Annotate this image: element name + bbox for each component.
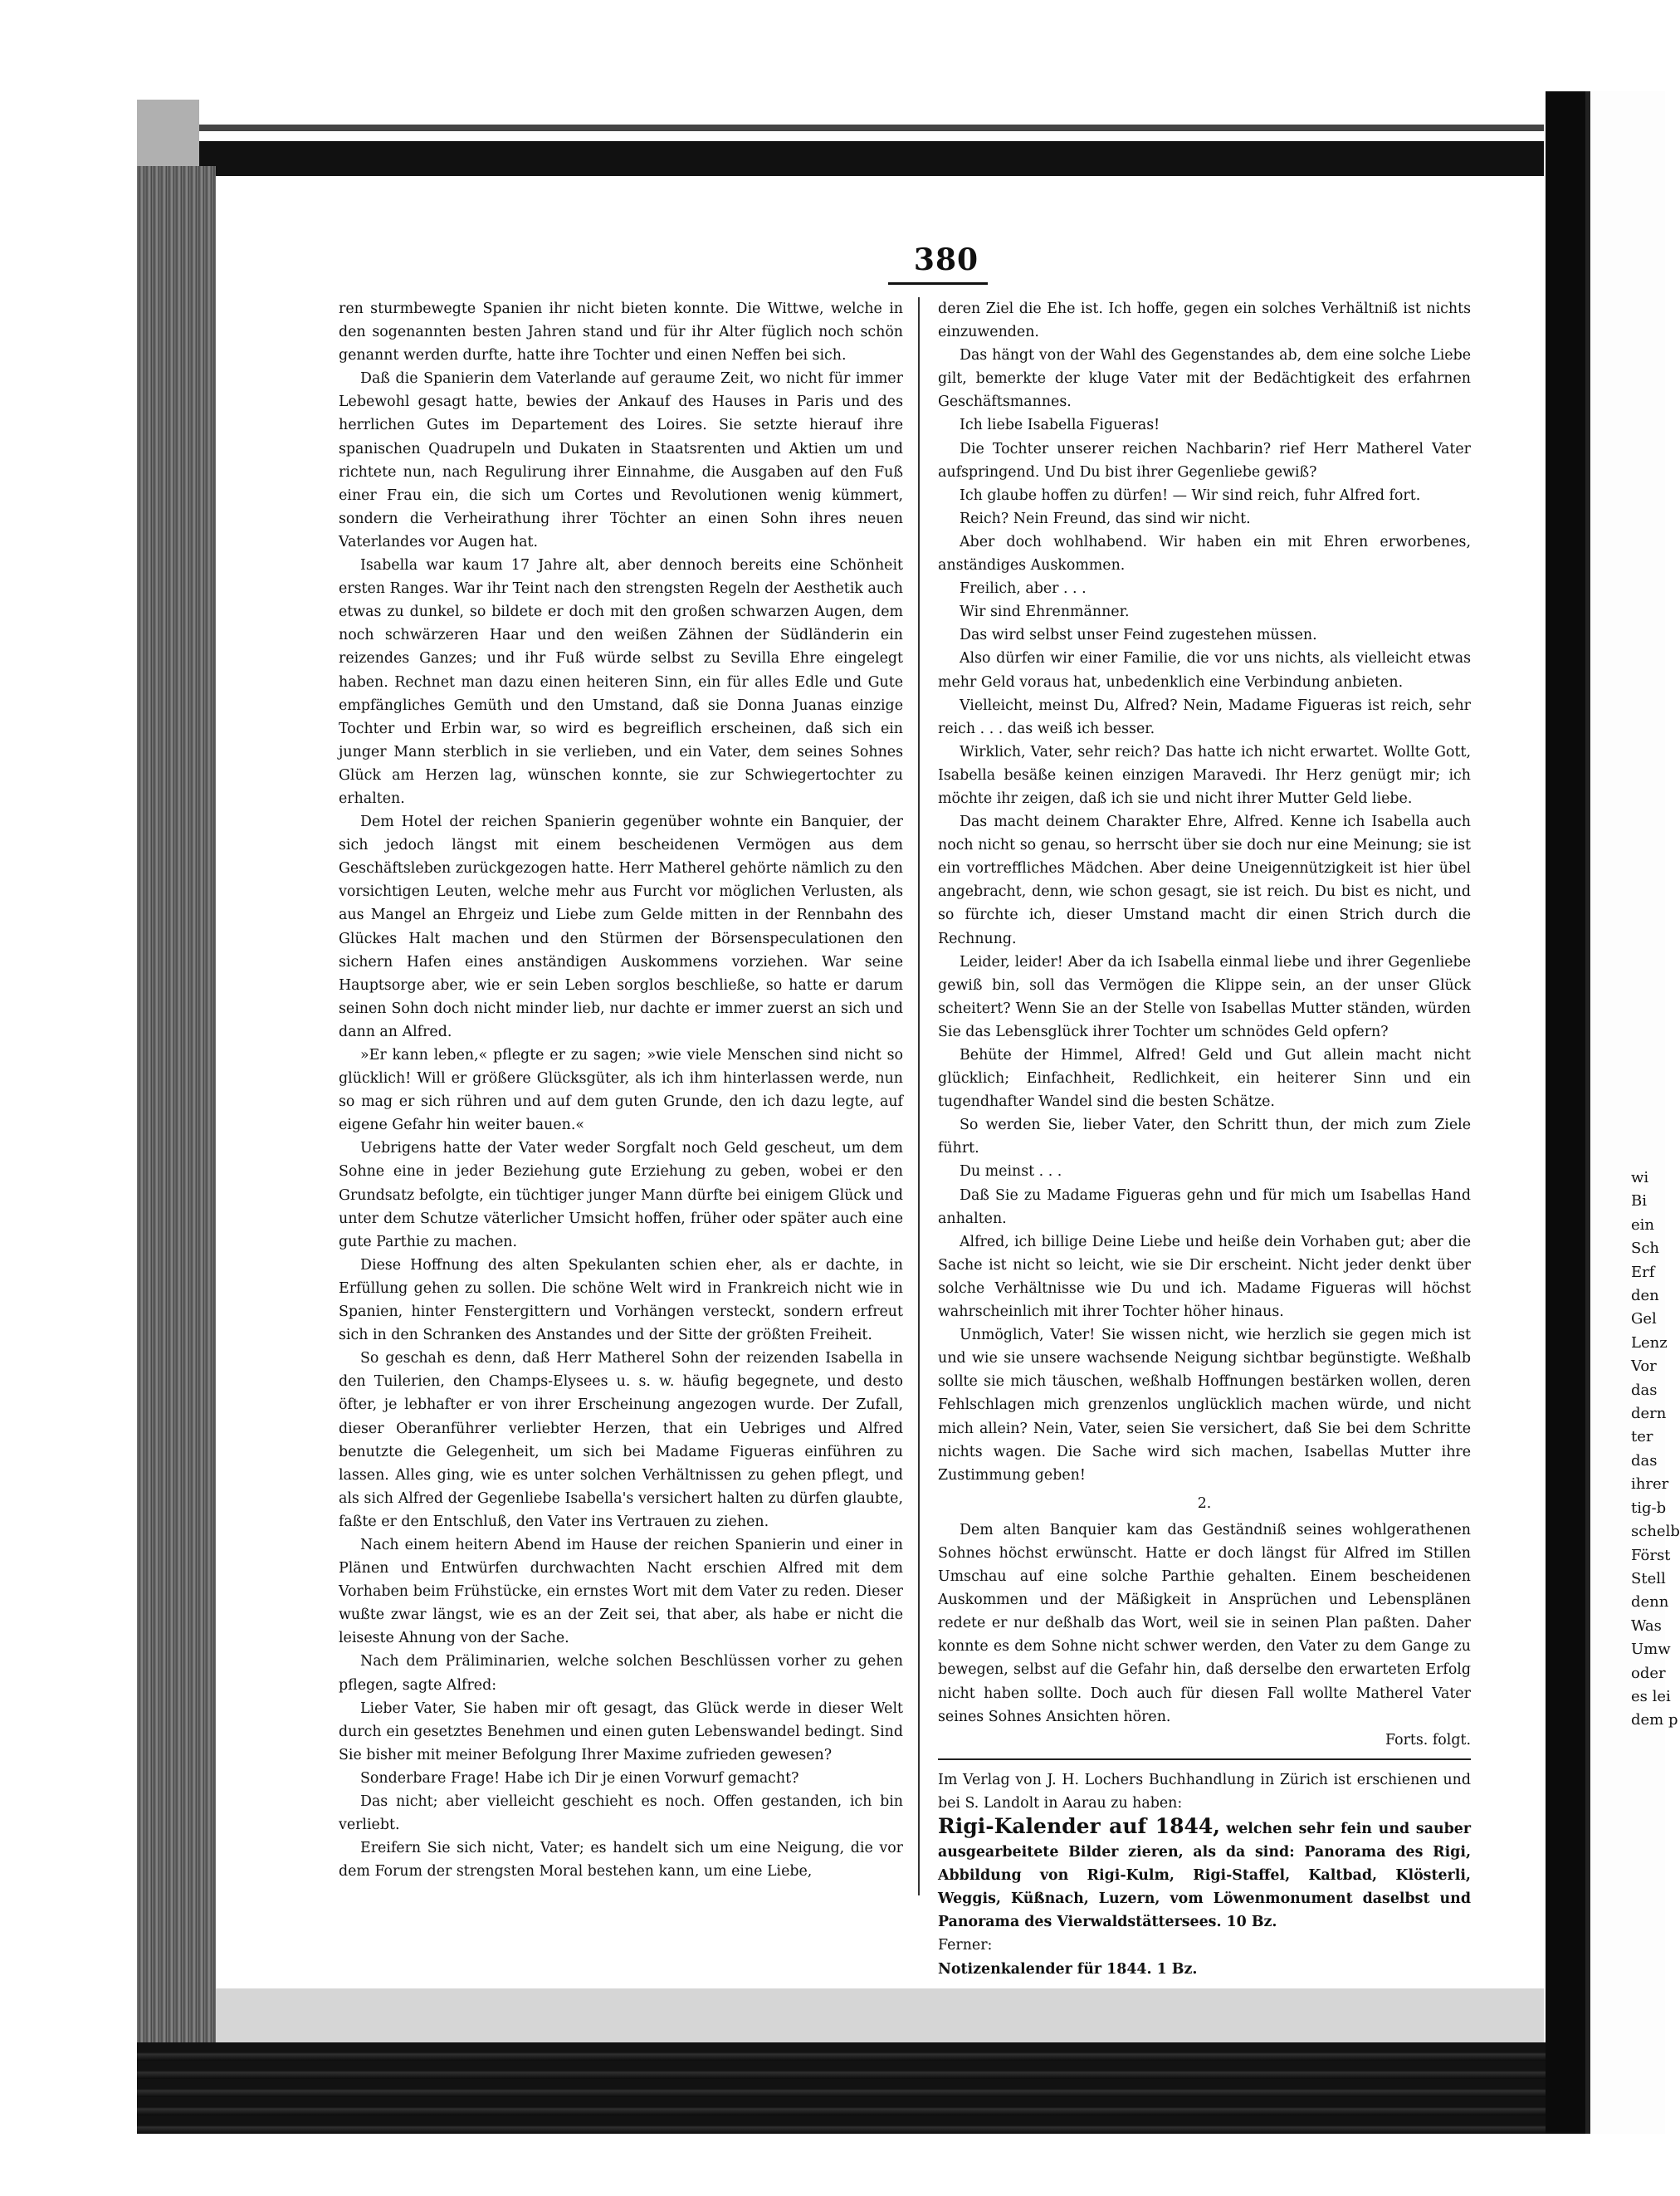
paragraph: Dem Hotel der reichen Spanierin gegenüber wohnte ein Banquier, der sich jedoch längst mit einem bescheidenen Vermögen aus dem Geschäftsleben zurückgezogen hatte. Herr Matherel gehörte nämlich zu den vorsichtigen Leuten, welche mehr aus Furcht vor möglichen Verlusten, als aus Mangel an Ehrgeiz und Liebe zum Gelde mitten in der Rennbahn des Glückes Halt machen und den Stürmen der Börsenspeculationen den sichern Hafen eines anständigen Auskommens vorziehen. War seine Hauptsorge aber, wie er sein Leben sorglos beschließe, so hatte er darum seinen Sohn doch nicht minder lieb, nur dachte er immer zuerst an sich und dann an Alfred.	[339, 814, 903, 1040]
fragment: Vor	[1631, 1357, 1657, 1376]
page-number-rule	[888, 282, 988, 285]
fragment: dern	[1631, 1405, 1667, 1423]
paragraph: Leider, leider! Aber da ich Isabella einmal liebe und ihrer Gegenliebe gewiß bin, soll das Vermögen die Klippe sein, an der unser Glück scheitert? Wenn Sie an der Stelle von Isabellas Mutter ständen, würden Sie das Lebensglück ihrer Tochter um schnödes Geld opfern?	[938, 953, 1471, 1040]
advertisement	[938, 1768, 1471, 1981]
paragraph: Das wird selbst unser Feind zugestehen müssen.	[960, 627, 1317, 644]
paragraph: Daß die Spanierin dem Vaterlande auf geraume Zeit, wo nicht für immer Lebewohl gesagt hatte, bewies der Ankauf des Hauses in Paris und des herrlichen Gutes im Departement des Loires. Sie setzte hierauf ihre spanischen Quadrupeln und Dukaten in Staatsrenten und Aktien um und richtete nun, nach Regulirung ihrer Einnahme, die Ausgaben auf den Fuß einer Frau ein, die sich um Cortes und Revolutionen wenig kümmert, sondern die Verheirathung ihrer Töchter an einen Sohn ihres neuen Vaterlandes vor Augen hat.	[339, 370, 903, 550]
paragraph: Nach einem heitern Abend im Hause der reichen Spanierin und einer in Plänen und Entwürfen durchwachten Nacht erschien Alfred mit dem Vorhaben beim Frühstücke, ein ernstes Wort mit dem Vater zu reden. Dieser wußte zwar längst, wie es an der Zeit sei, that aber, als habe er nicht die leiseste Ahnung von der Sache.	[339, 1536, 903, 1647]
fragment: tig-b	[1631, 1499, 1667, 1517]
fragment: den	[1631, 1287, 1659, 1305]
paragraph: ren sturmbewegte Spanien ihr nicht bieten konnte. Die Wittwe, welche in den sogenannten besten Jahren stand und für ihr Alter füglich noch schön genannt werden durfte, hatte ihre Tochter und einen Neffen bei sich.	[339, 301, 903, 364]
paragraph: Reich? Nein Freund, das sind wir nicht.	[960, 510, 1251, 527]
paragraph: Das hängt von der Wahl des Gegenstandes ab, dem eine solche Liebe gilt, bemerkte der kluge Vater mit der Bedächtigkeit des erfahrnen Geschäftsmannes.	[938, 347, 1471, 411]
column-divider	[918, 297, 920, 1895]
paragraph: Wirklich, Vater, sehr reich? Das hatte ich nicht erwartet. Wollte Gott, Isabella besäße keinen einzigen Maravedi. Ihr Herz genügt mir; ich möchte ihr zeigen, daß ich sie und nicht ihrer Mutter Geld liebe.	[938, 743, 1471, 807]
paragraph: Unmöglich, Vater! Sie wissen nicht, wie herzlich sie gegen mich ist und wie sie unsere wachsende Neigung sichtbar begünstigte. Weßhalb sollte sie mich täuschen, weßhalb Hoffnungen bestärken wollen, deren Fehlschlagen mich grenzenlos unglücklich machen würde, und nicht mich allein? Nein, Vater, seien Sie versichert, daß Sie bei dem Schritte nichts wagen. Die Sache wird sich machen, Isabellas Mutter ihre Zustimmung geben!	[938, 1327, 1471, 1484]
fragment: schelb	[1631, 1523, 1680, 1541]
paragraph: Wir sind Ehrenmänner.	[960, 604, 1130, 621]
paragraph: Aber doch wohlhabend. Wir haben ein mit Ehren erworbenes, anständiges Auskommen.	[938, 533, 1471, 575]
fragment: ihrer	[1631, 1475, 1669, 1494]
paragraph: deren Ziel die Ehe ist. Ich hoffe, gegen ein solches Verhältniß ist nichts einzuwenden.	[938, 301, 1471, 341]
fragment: Sch	[1631, 1240, 1660, 1258]
scan-edge-bottom	[137, 2042, 1548, 2134]
advertisement-second-item: Notizenkalender für 1844. 1 Bz.	[938, 1960, 1198, 1978]
fragment: es lei	[1631, 1687, 1671, 1705]
fragment: Was	[1631, 1616, 1662, 1635]
paragraph	[938, 1519, 1471, 1752]
advertisement-ferner: Ferner:	[938, 1937, 993, 1954]
fragment: ein	[1631, 1215, 1655, 1234]
book-gutter-right	[1546, 91, 1585, 2134]
fragment: dem p	[1631, 1711, 1678, 1729]
fragment: denn	[1631, 1593, 1669, 1612]
section-number: 2.	[1197, 1494, 1212, 1512]
paragraph: Ich liebe Isabella Figueras!	[960, 417, 1160, 434]
scan-edge-top-thin	[199, 125, 1544, 131]
section-paragraph: Dem alten Banquier kam das Geständniß seines wohlgerathenen Sohnes höchst erwünscht. Hatte er doch längst für Alfred im Stillen Umschau auf eine solche Parthie gehalten. Einem bescheidenen Auskommen und der Mäßigkeit in Ansprüchen und Lebensplänen redete er nur deßhalb das Wort, weil sie in seinen Plan paßten. Daher konnte es dem Sohne nicht schwer werden, den Vater zu dem Gange zu bewegen, selbst auf die Gefahr hin, daß derselbe den erwarteten Erfolg nicht haben sollte. Doch auch für diesen Fall wollte Matherel Vater seines Sohnes Ansichten hören.	[938, 1521, 1471, 1725]
paragraph: Das macht deinem Charakter Ehre, Alfred. Kenne ich Isabella auch noch nicht so genau, so herrscht über sie doch nur eine Meinung; sie ist ein vortreffliches Mädchen. Aber deine Uneigennützigkeit ist hier übel angebracht, denn, wie schon gesagt, sie ist reich. Du bist es nicht, und so fürchte ich, dieser Umstand macht dir einen Strich durch die Rechnung.	[938, 814, 1471, 947]
fragment: Först	[1631, 1546, 1671, 1564]
advertisement-rule	[938, 1758, 1471, 1760]
adjacent-page-fragments	[1631, 1166, 1680, 1733]
paragraph: Ich glaube hoffen zu dürfen! — Wir sind reich, fuhr Alfred fort.	[960, 487, 1421, 504]
adjacent-page	[1585, 91, 1680, 2134]
paragraph: So geschah es denn, daß Herr Matherel Sohn der reizenden Isabella in den Tuilerien, den Champs-Elysees u. s. w. häufig begegnete, und desto öfter, je lebhafter er von ihrer Erscheinung angezogen wurde. Der Zufall, dieser Oberanführer verliebter Herzen, that ein Uebriges und Alfred benutzte die Gelegenheit, um sich bei Madame Figueras einführen zu lassen. Alles ging, wie es unter solchen Verhältnissen zu gehen pflegt, und als sich Alfred der Gegenliebe Isabella's versichert halten zu dürfen glaubte, faßte er den Entschluß, den Vater ins Vertrauen zu ziehen.	[339, 1350, 903, 1530]
advertisement-main	[938, 1815, 1471, 1934]
paragraph: Uebrigens hatte der Vater weder Sorgfalt noch Geld gescheut, um dem Sohne eine in jeder Beziehung gute Erziehung zu geben, wobei er den Grundsatz befolgte, ein tüchtiger junger Mann dürfte bei einigem Glück und unter dem Schutze väterlicher Umsicht hoffen, früher oder später auch eine gute Parthie zu machen.	[339, 1140, 903, 1250]
fragment: Erf	[1631, 1263, 1655, 1281]
scan-edge-top	[199, 141, 1544, 176]
paragraph: Alfred, ich billige Deine Liebe und heiße dein Vorhaben gut; aber die Sache ist nicht so leicht, wie sie Dir erscheint. Nicht jeder denkt über solche Verhältnisse wie Du und ich. Madame Figueras will höchst wahrscheinlich mit ihrer Tochter höher hinaus.	[938, 1233, 1471, 1321]
fragment: Stell	[1631, 1569, 1666, 1587]
fragment: Bi	[1631, 1192, 1647, 1210]
paragraph: Isabella war kaum 17 Jahre alt, aber dennoch bereits eine Schönheit ersten Ranges. War ihr Teint nach den strengsten Regeln der Aesthetik auch etwas zu dunkel, so bildete er doch mit den großen schwarzen Augen, dem noch schwärzeren Haar und den weißen Zähnen der Südländerin ein reizendes Ganzes; und ihr Fuß würde selbst zu Sevilla Ehre eingelegt haben. Rechnet man dazu einen heiteren Sinn, ein für alles Edle und Gute empfängliches Gemüth und den Umstand, daß sie Donna Juanas einzige Tochter und Erbin war, so wird es begreiflich erscheinen, daß sich ein junger Mann sterblich in sie verlieben, und ein Vater, dem seines Sohnes Glück am Herzen lag, wünschen konnte, sie zur Schwiegertochter zu erhalten.	[339, 557, 903, 807]
paragraph: Nach dem Präliminarien, welche solchen Beschlüssen vorher zu gehen pflegen, sagte Alfred:	[339, 1653, 903, 1694]
paragraph: So werden Sie, lieber Vater, den Schritt thun, der mich zum Ziele führt.	[938, 1117, 1471, 1157]
fragment: das	[1631, 1381, 1658, 1399]
fragment: wi	[1631, 1169, 1649, 1186]
fragment: oder	[1631, 1664, 1666, 1682]
paragraph: Freilich, aber . . .	[960, 580, 1087, 598]
advertisement-intro: Im Verlag von J. H. Lochers Buchhandlung in Zürich ist erschienen und bei S. Landolt in Aarau zu haben:	[938, 1771, 1471, 1812]
paragraph: Lieber Vater, Sie haben mir oft gesagt, das Glück werde in dieser Welt durch ein gesetztes Benehmen und einen guten Lebenswandel bedingt. Sind Sie bisher mit meiner Befolgung Ihrer Maxime zufrieden gewesen?	[339, 1700, 903, 1763]
right-column	[938, 297, 1471, 1981]
fragment: ter	[1631, 1428, 1653, 1446]
paragraph: Diese Hoffnung des alten Spekulanten schien eher, als er dachte, in Erfüllung gehen zu sollen. Die schöne Welt wird in Frankreich nicht wie in Spanien, hinter Fenstergittern und Vorhängen versteckt, sondern erfreut sich in den Schranken des Anstandes und der Sitte der größten Freiheit.	[339, 1256, 903, 1344]
paragraph: Vielleicht, meinst Du, Alfred? Nein, Madame Figueras ist reich, sehr reich . . . das weiß ich besser.	[938, 697, 1471, 737]
page-number: 380	[913, 242, 979, 277]
paragraph: Ereifern Sie sich nicht, Vater; es handelt sich um eine Neigung, die vor dem Forum der strengsten Moral bestehen kann, um eine Liebe,	[339, 1840, 903, 1881]
scan-shadow-top-left	[137, 100, 199, 174]
paragraph: Also dürfen wir einer Familie, die vor uns nichts, als vielleicht etwas mehr Geld voraus hat, unbedenklich eine Verbindung anbieten.	[938, 650, 1471, 691]
advertisement-title: Rigi-Kalender auf 1844,	[938, 1814, 1220, 1838]
scan-shadow-bottom	[216, 1988, 1544, 2042]
fragment: Gel	[1631, 1310, 1657, 1328]
paragraph: Die Tochter unserer reichen Nachbarin? rief Herr Matherel Vater aufspringend. Und Du bist ihrer Gegenliebe gewiß?	[938, 440, 1471, 481]
paragraph: Das nicht; aber vielleicht geschieht es noch. Offen gestanden, ich bin verliebt.	[339, 1793, 903, 1834]
paragraph: Behüte der Himmel, Alfred! Geld und Gut allein macht nicht glücklich; Einfachheit, Redlichkeit, ein heiterer Sinn und ein tugendhafter Wandel sind die besten Schätze.	[938, 1047, 1471, 1111]
advertisement-body: welchen sehr fein und sauber ausgearbeitete Bilder zieren, als da sind: Panorama des Rigi, Abbildung von Rigi-Kulm, Rigi-Staffel, Kaltbad, Klösterli, Weggis, Küßnach, Luzern, vom Löwenmonument daselbst und Panorama des Vierwaldstättersees. 10 Bz.	[938, 1821, 1472, 1931]
paragraph: Sonderbare Frage! Habe ich Dir je einen Vorwurf gemacht?	[360, 1769, 799, 1787]
book-page-edges-left	[137, 166, 216, 2042]
left-column	[339, 297, 903, 1883]
paragraph: »Er kann leben,« pflegte er zu sagen; »wie viele Menschen sind nicht so glücklich! Will er größere Glücksgüter, als ich ihm hinterlassen werde, nun so mag er sich rühren und auf dem guten Grunde, den ich dazu legte, auf eigene Gefahr hin weiter bauen.«	[339, 1047, 903, 1134]
continuation-note: Forts. folgt.	[1385, 1731, 1471, 1748]
paragraph: Daß Sie zu Madame Figueras gehn und für mich um Isabellas Hand anhalten.	[938, 1186, 1471, 1227]
fragment: Lenz	[1631, 1333, 1668, 1352]
fragment: Umw	[1631, 1641, 1671, 1659]
paragraph: Du meinst . . .	[960, 1163, 1062, 1181]
fragment: das	[1631, 1451, 1658, 1470]
